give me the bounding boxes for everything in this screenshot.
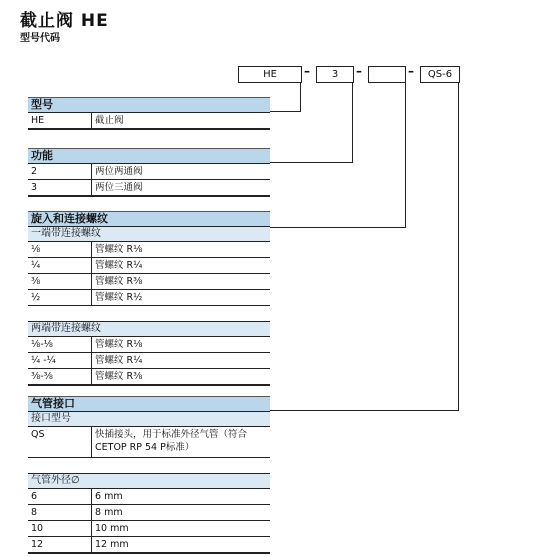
row-desc: 管螺纹 R⅛ [91, 242, 270, 257]
row-desc: 6 mm [91, 489, 270, 504]
row-desc: 管螺纹 R¼ [91, 258, 270, 273]
row-code: QS [31, 429, 45, 440]
row-desc: 12 mm [91, 537, 270, 552]
divider [28, 128, 270, 130]
code-dash: – [408, 64, 414, 78]
connector-line [458, 82, 459, 411]
table-row [28, 536, 270, 552]
row-code: 3 [31, 182, 38, 193]
table-row [28, 488, 270, 504]
row-desc: 管螺纹 R⅛ [91, 337, 270, 352]
row-code: ⅛ [31, 244, 41, 255]
page-title: 截止阀 HE [20, 11, 109, 31]
table-row [28, 257, 270, 273]
row-desc-line1: 快插接头，用于标准外径气管（符合 [95, 429, 248, 440]
row-code: ⅜ [31, 276, 41, 287]
connector-line [270, 410, 459, 411]
row-code: ½ [31, 292, 41, 303]
code-box-type: HE [238, 66, 302, 83]
code-dash: – [356, 64, 362, 78]
table-row [28, 241, 270, 257]
subheader-tube-diameter: 气管外径∅ [28, 473, 270, 488]
row-code: ⅜-⅜ [31, 371, 53, 382]
empty-row [28, 305, 270, 321]
table-row [28, 179, 270, 195]
row-desc: 管螺纹 R½ [91, 290, 270, 305]
table-row [28, 289, 270, 305]
empty-row [28, 457, 270, 473]
row-code: 6 [31, 491, 38, 502]
section-header: 功能 [28, 148, 270, 163]
section-function [28, 148, 270, 197]
page-subtitle: 型号代码 [20, 33, 60, 44]
table-row [28, 336, 270, 352]
divider [28, 552, 270, 554]
section-header: 型号 [28, 97, 270, 112]
table-row [28, 368, 270, 384]
divider [28, 195, 270, 197]
row-desc: 10 mm [91, 521, 270, 536]
table-row [28, 163, 270, 179]
table-row [28, 112, 270, 128]
code-box-thread [368, 66, 406, 83]
connector-line [270, 162, 353, 163]
row-code: ⅛-⅛ [31, 339, 53, 350]
row-desc: 两位两通阀 [91, 164, 270, 179]
row-desc: 8 mm [91, 505, 270, 520]
row-code: HE [31, 115, 45, 126]
row-code: 2 [31, 166, 38, 177]
section-type [28, 97, 270, 130]
row-desc: 截止阀 [91, 113, 270, 128]
row-desc-line2: CETOP RP 54 P标准） [95, 442, 195, 453]
row-code: 10 [31, 523, 44, 534]
connector-line [300, 82, 301, 111]
code-dash: – [304, 64, 310, 78]
table-row [28, 273, 270, 289]
row-code: 12 [31, 539, 44, 550]
connector-line [270, 227, 406, 228]
section-port [28, 396, 270, 554]
row-desc: 管螺纹 R⅜ [91, 369, 270, 384]
code-box-function: 3 [316, 66, 354, 83]
row-desc: 两位三通阀 [91, 180, 270, 195]
section-thread [28, 211, 270, 386]
divider [28, 384, 270, 386]
connector-line [270, 111, 301, 112]
table-row [28, 504, 270, 520]
row-code: 8 [31, 507, 38, 518]
row-desc [91, 427, 270, 457]
row-code: ¼ -¼ [31, 355, 56, 366]
subheader-one-end: 一端带连接螺纹 [28, 226, 270, 241]
subheader-two-ends: 两端带连接螺纹 [28, 321, 270, 336]
table-row [28, 352, 270, 368]
connector-line [405, 82, 406, 228]
table-row [28, 520, 270, 536]
code-box-port: QS-6 [420, 66, 460, 83]
section-header: 旋入和连接螺纹 [28, 211, 270, 226]
section-header: 气管接口 [28, 396, 270, 411]
row-desc: 管螺纹 R¼ [91, 353, 270, 368]
row-desc: 管螺纹 R⅜ [91, 274, 270, 289]
table-row [28, 426, 270, 457]
connector-line [352, 82, 353, 163]
row-code: ¼ [31, 260, 41, 271]
subheader-port-type: 接口型号 [28, 411, 270, 426]
